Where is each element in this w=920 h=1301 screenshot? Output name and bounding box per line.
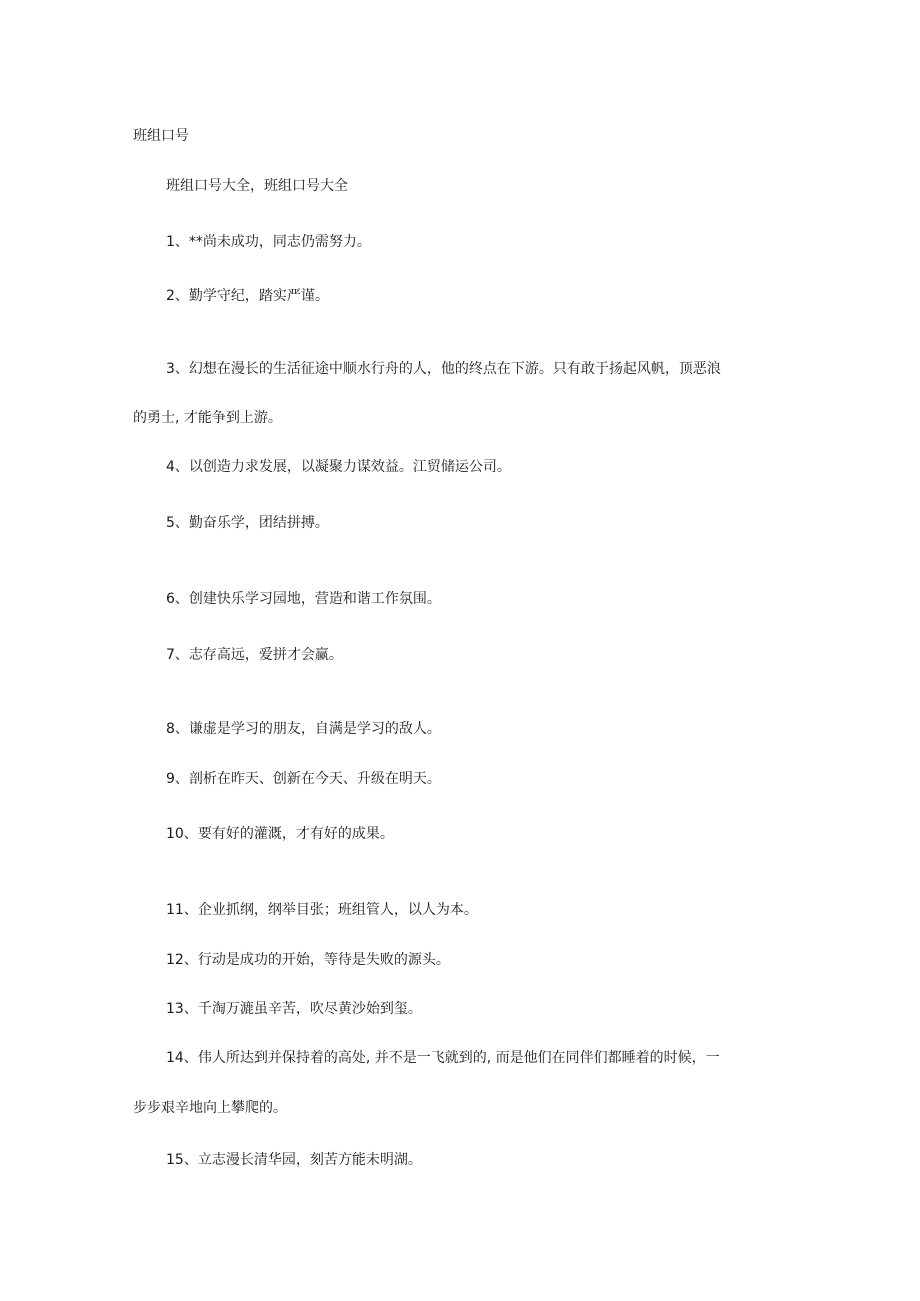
slogan-9: 9、剖析在昨天、创新在今天、升级在明天。 (166, 771, 441, 787)
slogan-11: 11、企业抓纲，纲举目张；班组管人，以人为本。 (166, 902, 478, 918)
slogan-13: 13、千淘万漉虽辛苦，吹尽黄沙始到玺。 (166, 1001, 422, 1017)
document-title: 班组口号 (133, 128, 189, 144)
slogan-6: 6、创建快乐学习园地，营造和谐工作氛围。 (166, 591, 441, 607)
slogan-14-line-2: 步步艰辛地向上攀爬的。 (133, 1100, 287, 1116)
slogan-8: 8、谦虚是学习的朋友，自满是学习的敌人。 (166, 721, 441, 737)
document-subtitle: 班组口号大全，班组口号大全 (166, 178, 348, 194)
slogan-12: 12、行动是成功的开始，等待是失败的源头。 (166, 952, 450, 968)
slogan-15: 15、立志漫长清华园，刻苦方能未明湖。 (166, 1152, 422, 1168)
slogan-10: 10、要有好的灌溉，才有好的成果。 (166, 826, 394, 842)
slogan-3-line-2: 的勇士, 才能争到上游。 (133, 410, 282, 426)
slogan-3-line-1: 3、幻想在漫长的生活征途中顺水行舟的人，他的终点在下游。只有敢于扬起风帆，顶恶浪 (166, 361, 721, 377)
slogan-2: 2、勤学守纪，踏实严谨。 (166, 288, 329, 304)
slogan-7: 7、志存高远，爱拼才会赢。 (166, 647, 343, 663)
slogan-14-line-1: 14、伟人所达到并保持着的高处, 并不是一飞就到的, 而是他们在同伴们都睡着的时候，一 (166, 1050, 720, 1066)
slogan-4: 4、以创造力求发展，以凝聚力谋效益。江贸储运公司。 (166, 459, 511, 475)
slogan-1: 1、**尚未成功，同志仍需努力。 (166, 234, 371, 250)
slogan-5: 5、勤奋乐学，团结拼搏。 (166, 515, 329, 531)
